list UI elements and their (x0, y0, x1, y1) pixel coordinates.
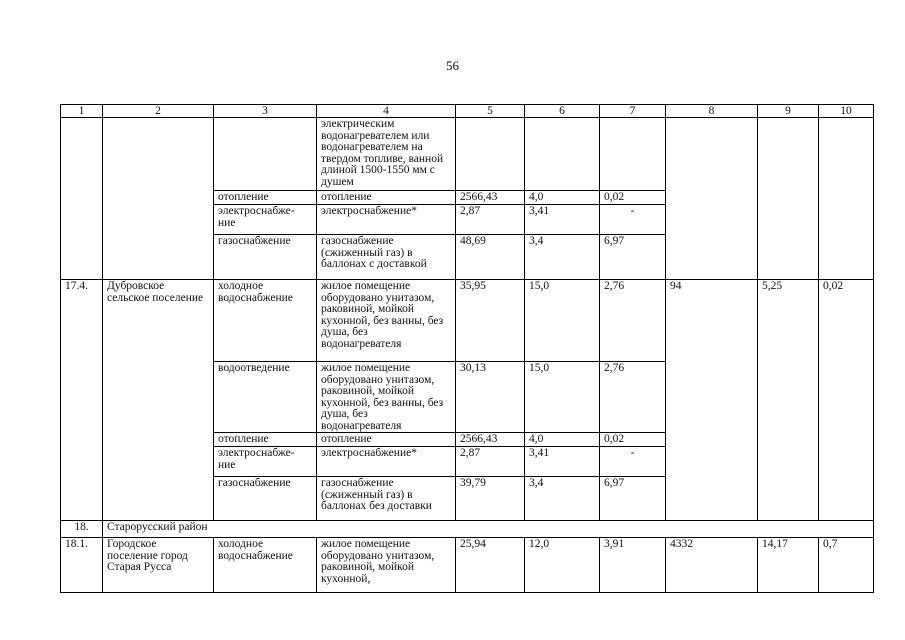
value-cell: 3,4 (525, 235, 600, 280)
table-row (61, 118, 874, 191)
value-cell: 12,0 (525, 538, 600, 593)
value-cell: 6,97 (600, 235, 666, 280)
value-cell: 3,91 (600, 538, 666, 593)
service-cell: отопление (214, 433, 317, 447)
row-number-cell: 18.1. (61, 538, 103, 593)
header-cell: 9 (758, 105, 819, 118)
settlement-cell: Городское поселение город Старая Русса (103, 538, 214, 593)
value-cell: 3,41 (525, 205, 600, 235)
service-cell: газоснабжение (214, 235, 317, 280)
value-cell: 4,0 (525, 191, 600, 205)
value-cell: 0,02 (600, 191, 666, 205)
header-cell: 10 (819, 105, 874, 118)
description-cell: газоснабжение (сжиженный газ) в баллонах без доставки (317, 477, 456, 521)
header-cell: 1 (61, 105, 103, 118)
value-cell: 0,7 (819, 538, 874, 593)
value-cell: 0,02 (600, 433, 666, 447)
value-cell: 4,0 (525, 433, 600, 447)
value-cell (600, 118, 666, 191)
value-cell (666, 118, 758, 280)
value-cell: 25,94 (456, 538, 525, 593)
tariff-table (60, 104, 874, 593)
service-cell: газоснабжение (214, 477, 317, 521)
settlement-cell (103, 118, 214, 280)
value-cell: 6,97 (600, 477, 666, 521)
value-cell: 15,0 (525, 362, 600, 433)
value-cell: 2566,43 (456, 191, 525, 205)
value-cell (456, 118, 525, 191)
service-cell: отопление (214, 191, 317, 205)
value-cell: 3,4 (525, 477, 600, 521)
value-cell: 14,17 (758, 538, 819, 593)
value-cell: 39,79 (456, 477, 525, 521)
table-row (61, 280, 874, 362)
service-cell: холодное водоснабжение (214, 538, 317, 593)
header-cell: 8 (666, 105, 758, 118)
service-cell: электроснабже-ние (214, 205, 317, 235)
value-cell: 48,69 (456, 235, 525, 280)
header-cell: 3 (214, 105, 317, 118)
header-cell: 4 (317, 105, 456, 118)
value-cell: 2566,43 (456, 433, 525, 447)
description-cell: жилое помещение оборудовано унитазом, раковиной, мойкой кухонной, без ванны, без душа, без водонагревателя (317, 362, 456, 433)
header-row (61, 105, 874, 118)
page-number: 56 (446, 58, 459, 73)
row-number-cell (61, 118, 103, 280)
value-cell: - (600, 447, 666, 477)
description-cell: электрическим водонагревателем или водонагревателем на твердом топливе, ванной длиной 1500-1550 мм с душем (317, 118, 456, 191)
description-cell: газоснабжение (сжиженный газ) в баллонах с доставкой (317, 235, 456, 280)
service-cell (214, 118, 317, 191)
section-number-cell: 18. (61, 521, 103, 538)
section-title-cell: Старорусский район (103, 521, 874, 538)
value-cell: 4332 (666, 538, 758, 593)
header-cell: 2 (103, 105, 214, 118)
description-cell: электроснабжение* (317, 205, 456, 235)
description-cell: жилое помещение оборудовано унитазом, раковиной, мойкой кухонной, (317, 538, 456, 593)
header-cell: 7 (600, 105, 666, 118)
section-row (61, 521, 874, 538)
description-cell: жилое помещение оборудовано унитазом, раковиной, мойкой кухонной, без ванны, без душа, без водонагревателя (317, 280, 456, 362)
value-cell: 15,0 (525, 280, 600, 362)
value-cell: 2,76 (600, 280, 666, 362)
value-cell: 2,87 (456, 447, 525, 477)
value-cell: 0,02 (819, 280, 874, 521)
table-row (61, 538, 874, 593)
value-cell: - (600, 205, 666, 235)
value-cell: 94 (666, 280, 758, 521)
service-cell: водоотведение (214, 362, 317, 433)
value-cell: 2,87 (456, 205, 525, 235)
row-number-cell: 17.4. (61, 280, 103, 521)
header-cell: 6 (525, 105, 600, 118)
service-cell: электроснабже-ние (214, 447, 317, 477)
header-cell: 5 (456, 105, 525, 118)
value-cell: 3,41 (525, 447, 600, 477)
value-cell: 35,95 (456, 280, 525, 362)
value-cell (758, 118, 819, 280)
description-cell: отопление (317, 433, 456, 447)
settlement-cell: Дубровское сельское поселение (103, 280, 214, 521)
value-cell: 2,76 (600, 362, 666, 433)
value-cell: 5,25 (758, 280, 819, 521)
description-cell: электроснабжение* (317, 447, 456, 477)
value-cell (525, 118, 600, 191)
service-cell: холодное водоснабжение (214, 280, 317, 362)
value-cell (819, 118, 874, 280)
value-cell: 30,13 (456, 362, 525, 433)
description-cell: отопление (317, 191, 456, 205)
